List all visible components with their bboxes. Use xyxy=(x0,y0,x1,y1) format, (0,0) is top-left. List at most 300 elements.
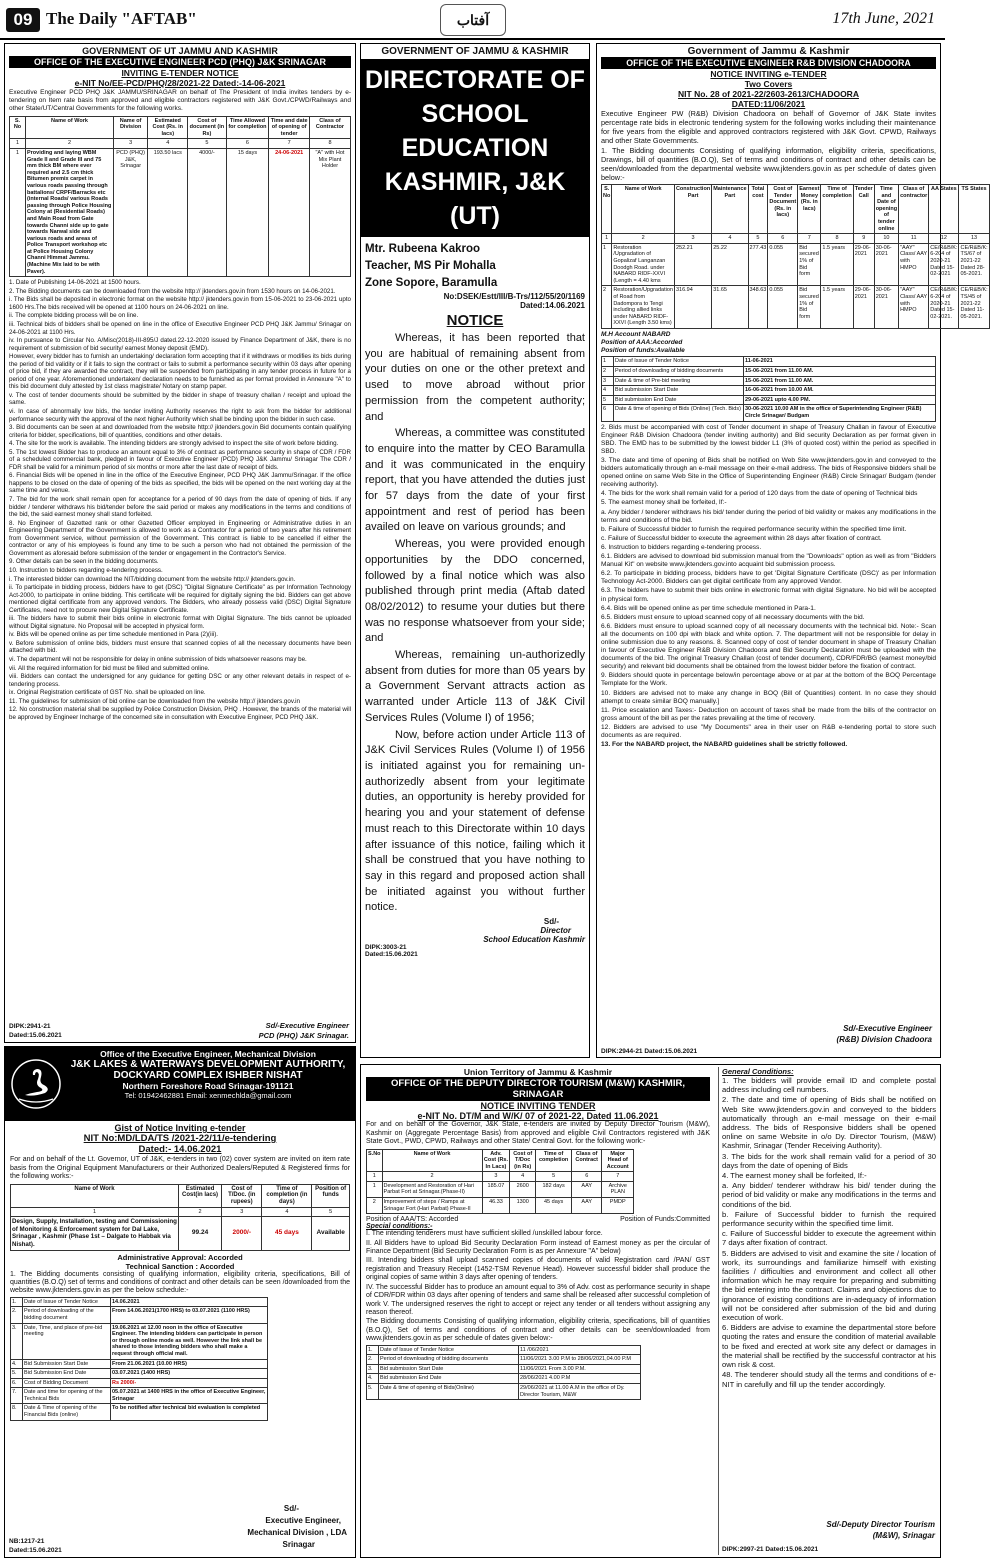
lawda-admin-approval: Administrative Approval: Accorded xyxy=(117,1252,243,1262)
rnb-cell: 30-06-2021 xyxy=(874,286,898,329)
tourism-tender-notice xyxy=(360,1064,941,1558)
rnb-sched-cell: 5 xyxy=(602,395,614,405)
rnb-cell: 30-06-2021 xyxy=(874,243,898,286)
lawda-sched-cell: Date and time for opening of the Technical Bids xyxy=(23,1388,111,1404)
rnb-cell: "AAY" Class/ AAY with HMPO xyxy=(899,286,929,329)
school-signatory-office: School Education Kashmir xyxy=(483,935,585,945)
rnb-funds: Position of funds:Available xyxy=(601,347,685,355)
pcd-th: Time Allowed for completion xyxy=(226,116,269,139)
rnb-clause: 10. Bidders are advised not to make any change in BOQ (Bill of Quantities) content. In no case they should attempt to create similar BOQ manually.] xyxy=(601,689,936,705)
rnb-th: AA States xyxy=(929,185,959,234)
rnb-th: Time and Date of opening of tender online xyxy=(874,185,898,234)
lawda-sched-cell: 5. xyxy=(11,1369,23,1379)
lawda-nit-number: NIT No:MD/LDA/TS /2021-22/11/e-tendering xyxy=(83,1133,277,1144)
tourism-general-condition: a. Any bidder/ tenderer withdraw his bid/ tender during the period of bid validity or make any modifications in the terms and conditions of the bid. xyxy=(722,1181,936,1209)
tourism-cell: 1 xyxy=(367,1181,383,1197)
lawda-col-num: 5 xyxy=(312,1207,350,1217)
pcd-intro: Executive Engineer PCD PHQ J&K JAMMU/SRINAGAR on behalf of The President of India invites tenders by e-tendering on Item rate basis from approved and eligible contractors registered with J&K Govt./CPWD/Railways and other State/UT/Central Governments for the following works. xyxy=(9,89,351,113)
rnb-cell: 1.5 years xyxy=(821,243,853,286)
school-addressee: Teacher, MS Pir Mohalla xyxy=(365,260,496,272)
lawda-intro: For and on behalf of the Lt. Governor, UT of J&K, e-tenders in two (02) cover system are invited on item rate basis from the Original Equipment Manufacturers or their Authorized Dealers/Reputed & Registered firms for the following works:- xyxy=(10,1156,350,1181)
tourism-general-condition: 3. The bids for the work shall remain valid for a period of 30 days from the date of opening of Bids xyxy=(722,1151,936,1170)
rnb-clause: 6.6. Bidders must ensure to upload scanned copy of all necessary documents with the technical bid. Note:- Scan all the documents on 100 dpi with black and white option. 7. The department will not be responsible for delay in online submission due to any reasons. 8. Scanned copy of cost of tender document in shape of Treasury Challan in favour of Executive Engineer R&B Division Chadoora and Bid Security Declaration must be uploaded with the documents of the bid. The original Treasury Challan (cost of tender document), CDR/FDR/BG (earnest money/bid security) and relevant bid documents shall be obtained from the lowest bidder before the fixation of contract. xyxy=(601,622,936,671)
rnb-clause: 6.5. Bidders must ensure to upload scanned copy of all necessary documents with the bid. xyxy=(601,613,865,621)
pcd-clause: iii. Technical bids of bidders shall be opened on line in the office of Executive Engineer PCD PHQ J&K Jammu/ Srinagar on 24-06-2021 at 1100 Hrs. xyxy=(9,321,351,336)
pcd-cell: 4000/- xyxy=(188,148,226,276)
rnb-government: Government of Jammu & Kashmir xyxy=(687,46,850,57)
tourism-general-condition: 6. Bidders are advise to examine the departmental store before quoting the rates and ensure the condition of material available to be fixed and erected at work site any defect or damages in the material shall be rectified by the successful contractor at his own risk & cost. xyxy=(722,1323,936,1370)
pcd-th: Estimated Cost (Rs. in lacs) xyxy=(148,116,188,139)
lawda-cell: 2000/- xyxy=(222,1217,262,1250)
tourism-th: Adv. Cost (Rs. In Lacs) xyxy=(482,1149,510,1172)
tourism-sched-cell: 28/06/2021 4.00 P.M xyxy=(519,1374,641,1384)
lawda-works-table xyxy=(10,1184,350,1251)
tourism-sched-cell: 2. xyxy=(367,1355,379,1365)
rnb-sched-cell: 29-06-2021 upto 4.00 PM. xyxy=(744,395,936,405)
lawda-sched-cell: Bid Submission End Date xyxy=(23,1369,111,1379)
tourism-dipk: DIPK:2997-21 Dated:15.06.2021 xyxy=(722,1546,819,1553)
pcd-government: GOVERNMENT OF UT JAMMU AND KASHMIR xyxy=(82,46,278,56)
pcd-col-num: 6 xyxy=(226,139,269,149)
lawda-header xyxy=(5,1047,355,1121)
tourism-col-num: 1 xyxy=(367,1172,383,1182)
tourism-cell: AAY xyxy=(572,1198,602,1214)
lawda-nb: NB:1217-21 xyxy=(9,1538,45,1545)
tourism-general-condition: 4. The earnest money shall be forfeited, If:- xyxy=(722,1171,867,1181)
pcd-notice-title: INVITING E-TENDER NOTICE xyxy=(121,68,239,78)
tourism-th: S.No xyxy=(367,1149,383,1172)
tourism-signatory-office: (M&W), Srinagar xyxy=(872,1531,935,1540)
pcd-th: Class of Contractor xyxy=(309,116,350,139)
pcd-clause: However, every bidder has to furnish an undertaking/ declaration form accepting that if it withdraws or modifies its bids during the period of bid validity or if it fails to sign the contract or fails to submit a performance security within 03 days after opening of price bid, if they are awarded the contract, they will be suspended from participating in any tender process in future for a period of one year. Aforementioned undertaken/ declaration needs to be furnished as per format provided in Annexure "A" to this bid document duly attested by 1st class magistrate/ Notary on stamp paper. xyxy=(9,353,351,391)
rnb-clause: 6.2. To participate in bidding process, bidders have to get 'Digital Signature Certificate (DSC)' as per Information Technology Act-2000. Bidders can get digital certificate from any approved Vendor. xyxy=(601,570,936,586)
tourism-sched-cell: Date & time of opening of Bids(Online) xyxy=(379,1383,519,1399)
rnb-clause: 11. Price escalation and Taxes:- Deduction on account of taxes shall be made from the bills of the contractor on gross amount of the bill as per the rates prevailing at the time of recovery. xyxy=(601,706,936,722)
lawda-sched-cell: Bid Submission Start Date xyxy=(23,1359,111,1369)
rnb-cell: 348.63 xyxy=(748,286,768,329)
tourism-notice-title: NOTICE INVITING TENDER xyxy=(480,1101,596,1111)
tourism-th: Time of completion xyxy=(536,1149,572,1172)
pcd-clause: vi. In case of abnormally low bids, the tender inviting Authority reserves the right to ask from the bidder for additional performance security with the approval of the next higher Authority which shall be binding upon the bidder in such case. xyxy=(9,408,351,423)
rnb-clause: a. Any bidder / tenderer withdraws his bid/ tender during the period of bid validity or makes any modifications in the terms and conditions of the bid. xyxy=(601,508,936,524)
rnb-office: OFFICE OF THE EXECUTIVE ENGINEER R&B DIVISION CHADOORA xyxy=(601,57,936,69)
rnb-sched-cell: 11-06-2021 xyxy=(744,357,936,367)
rnb-cell: 252.21 xyxy=(674,243,711,286)
rnb-col-num: 12 xyxy=(929,234,959,244)
school-paragraph: Whereas, a committee was constituted to enquire into the matter by CEO Baramulla and it was communicated in the enquiry report, that you have attended the duties just for 57 days from the date of your first appointment and rest of period has been availed on leave on various grounds; and xyxy=(365,427,585,534)
rnb-col-num: 10 xyxy=(874,234,898,244)
rnb-account-head: M.H Account NABARD xyxy=(601,330,671,338)
tourism-condition: I. The intending tenderers must have sufficient skilled /unskilled labour force. xyxy=(366,1230,603,1238)
rnb-sched-cell: Date of Issue of Tender Notice xyxy=(614,357,744,367)
lawda-sched-cell: From 14.06.2021(1700 HRS) to 03.07.2021 (1100 HRS) xyxy=(111,1307,268,1323)
pcd-th: Name of Division xyxy=(114,116,148,139)
lawda-col-num: 4 xyxy=(262,1207,312,1217)
tourism-col-num: 4 xyxy=(510,1172,536,1182)
rnb-col-num: 8 xyxy=(821,234,853,244)
tourism-th: Major Head of Account xyxy=(602,1149,634,1172)
rnb-sched-cell: 6 xyxy=(602,405,614,421)
lawda-cell: 99.24 xyxy=(179,1217,222,1250)
lawda-dated-2: Dated:15.06.2021 xyxy=(9,1547,62,1554)
lawda-signatory: Executive Engineer, xyxy=(265,1516,341,1525)
lawda-th: Estimated Cost(in lacs) xyxy=(179,1184,222,1207)
tourism-general-condition: 48. The tenderer should study all the terms and conditions of e-NIT in carefully and fill up the tender accordingly. xyxy=(722,1370,936,1389)
rnb-schedule-table xyxy=(601,356,936,421)
rnb-clause: 6.4. Bids will be opened online as per time schedule mentioned in Para-1. xyxy=(601,604,816,612)
lawda-swan-logo-icon xyxy=(11,1055,61,1113)
pcd-dipk: DIPK:2941-21 xyxy=(9,1023,51,1030)
rnb-clause: 9. Bidders should quote in percentage below/in percentage above or at par at the bottom of the BOQ Percentage Template for the Work. xyxy=(601,672,936,688)
pcd-clause: ii. The complete bidding process will be on line. xyxy=(9,312,139,320)
rnb-col-num: 9 xyxy=(853,234,874,244)
tourism-intro: For and on behalf of the Governor, J&K State, e-tenders are invited by Deputy Director Tourism (M&W), Kashmir on (Aggregate Percentage Basis) from approved and eligible Civil Contractors registered with J&K State Govt., PWD, CPWD, Railways and other State/ Central Govt. for the following work:- xyxy=(366,1121,710,1145)
rnb-cell: CE/R&B/K: 6-204 of 2020-21 Dated 15-02-2021 xyxy=(929,243,959,286)
rnb-th: Construction Part xyxy=(674,185,711,234)
pcd-th: Time and date of opening of tender xyxy=(269,116,310,139)
lawda-head-line: Northern Foreshore Road Srinagar-191121 xyxy=(122,1081,294,1091)
rnb-sched-cell: 30-06-2021 10.00 AM in the office of Superintending Engineer (R&B) Circle Srinagar/ Budgam xyxy=(744,405,936,421)
pcd-clause: vi. The department will not be responsible for delay in online submission of bids whatsoever reasons may be. xyxy=(9,655,307,663)
lawda-head-line: DOCKYARD COMPLEX ISHBER NISHAT xyxy=(113,1070,303,1081)
tourism-sched-cell: 4. xyxy=(367,1374,379,1384)
pcd-tender-notice xyxy=(4,43,356,1043)
pcd-nit-number: e-NIT No/EE-PCD/PHQ/28/2021-22 Dated:-14-06-2021 xyxy=(74,78,286,88)
lawda-sched-cell: 6. xyxy=(11,1378,23,1388)
tourism-sched-cell: 5. xyxy=(367,1383,379,1399)
rnb-th: Time of completion xyxy=(821,185,853,234)
school-dated: Dated:15.06.2021 xyxy=(365,951,418,959)
pcd-clause: v. Before submission of online bids, bidders must ensure that scanned copies of all the necessary documents have been attached with bid. xyxy=(9,639,351,655)
pcd-cell: Providing and laying WBM Grade II and Grade III and 75 mm thick BM where ever required and 2.5 cm thick Bitumen premix carpet in various roads passing through battalions/ CRPF/Barracks etc (internal Roads/ various Roads passing through Police Housing Colony at (Residential Roads) and Main Road from Gate towards Channi side up to gate towards Narwal side and various roads and areas of Police Transport workshop etc at Police Housing Colony Channi Himmat Jammu. (Machine Mix laid to be with Paver). xyxy=(26,148,114,276)
rnb-cell: 31.65 xyxy=(712,286,748,329)
page-number: 09 xyxy=(6,8,40,32)
rnb-sched-cell: Date & time of Pre-bid meeting xyxy=(614,376,744,386)
pcd-clause: 1. Date of Publishing 14-06-2021 at 1500 hours. xyxy=(9,279,141,287)
lawda-sched-cell: 14.06.2021 xyxy=(111,1297,268,1307)
pcd-cell: 1 xyxy=(10,148,26,276)
lawda-cell: Available xyxy=(312,1217,350,1250)
lawda-cell: Design, Supply, Installation, testing and Commissioning of Monitoring & Enforcement system for Dal Lake, Srinagar , Kashmir (Phase 1st – Dalgate to Habbak via Nishat). xyxy=(11,1217,179,1250)
lawda-tender-notice xyxy=(4,1046,356,1558)
tourism-cell: 182 days xyxy=(536,1181,572,1197)
tourism-funds: Position of Funds:Committed xyxy=(620,1216,710,1224)
rnb-col-num: 4 xyxy=(712,234,748,244)
rnb-intro: Executive Engineer PW (R&B) Division Chadoora on behalf of Governor of J&K State invites percentage rate bids in electronic tendering system for the following works including their maintenance for five years from the eligible and approved contractors registered with J&K Govt. CPWD, Railways and other State Governments. xyxy=(601,109,936,145)
rnb-clause: 3. The date and time of opening of Bids shall be notified on Web Site www.jktenders.gov.in and conveyed to the bidders automatically through an e-mail message on their e-mail address. The bids of Responsive bidders shall be opened online on same Web Site in the Office of Superintending Engineer (R&B) Circle Srinagar/ Budgam (tender receiving authority). xyxy=(601,457,936,489)
rnb-cell: CE/R&B/K: TS/67 of 2021-22 Dated 28-05-2021. xyxy=(959,243,989,286)
rnb-sched-cell: Date & time of opening of Bids (Online) (Tech. Bids) xyxy=(614,405,744,421)
rnb-notice-title: NOTICE INVITING e-TENDER xyxy=(710,69,827,79)
tourism-sched-cell: Bid submission Start Date xyxy=(379,1364,519,1374)
lawda-sched-cell: From 21.06.2021 (10.00 HRS) xyxy=(111,1359,268,1369)
rnb-dated: DATED:11/06/2021 xyxy=(731,99,806,109)
lawda-head-line: Office of the Executive Engineer, Mechanical Division xyxy=(100,1049,316,1059)
pcd-col-num: 4 xyxy=(148,139,188,149)
newspaper-name: The Daily "AFTAB" xyxy=(46,9,197,28)
rnb-clause: 6.1. Bidders are advised to download bid submission manual from the "Downloads" option as well as from "Bidders Manual Kit" on website www.jktenders.gov.into acquaint bid submission process. xyxy=(601,553,936,569)
lawda-dated: Dated:- 14.06.2021 xyxy=(138,1144,222,1155)
pcd-col-num: 3 xyxy=(114,139,148,149)
pcd-col-num: 7 xyxy=(269,139,310,149)
school-title-line: KASHMIR, J&K (UT) xyxy=(384,168,566,230)
tourism-cell: PMDP xyxy=(602,1198,634,1214)
pcd-clause: i. The Bids shall be deposited in electronic format on the website http:// jktenders.gov.in from 15-06-2021 to 23-06-2021 upto 1600 Hrs.The bids received will be opened at 1100 hours on 24-06-2021 on line. xyxy=(9,296,351,311)
rnb-th: Name of Work xyxy=(612,185,675,234)
rnb-sched-cell: Bid submission End Date xyxy=(614,395,744,405)
rnb-clauses xyxy=(601,424,936,750)
rnb-cell: 1.5 years xyxy=(821,286,853,329)
rnb-signatory: Sd/-Executive Engineer xyxy=(843,1024,932,1033)
newspaper-logo: آفتاب xyxy=(440,4,506,36)
rnb-sched-cell: 15-06-2021 from 11.00 AM. xyxy=(744,376,936,386)
school-addressee: Zone Sopore, Baramulla xyxy=(365,277,498,289)
school-education-notice xyxy=(360,43,590,1058)
pcd-clause: v. The cost of tender documents should be submitted by the bidder in shape of treasury challan / receipt and upload the same. xyxy=(9,391,351,407)
rnb-works-table xyxy=(601,184,990,329)
lawda-signatory-division: Mechanical Division , LDA xyxy=(247,1528,347,1537)
school-government: GOVERNMENT OF JAMMU & KASHMIR xyxy=(381,46,569,57)
tourism-general-heading: General Conditions: xyxy=(722,1067,794,1076)
lawda-sched-cell: 7. xyxy=(11,1388,23,1404)
lawda-sched-cell: To be notified after technical bid evaluation is completed xyxy=(111,1404,268,1420)
rnb-cell: 25.22 xyxy=(712,243,748,286)
rnb-clause: b. Failure of Successful bidder to furnish the required performance security within the specified time limit. xyxy=(601,525,907,533)
rnb-clause: 5. The earnest money shall be forfeited, If:- xyxy=(601,499,727,507)
lawda-th: Position of funds xyxy=(312,1184,350,1207)
rnb-th: Earnest Money (Rs. in lacs) xyxy=(798,185,821,234)
tourism-ut: Union Territory of Jammu & Kashmir xyxy=(463,1067,613,1077)
lawda-head-line: J&K LAKES & WATERWAYS DEVELOPMENT AUTHORITY, xyxy=(70,1059,346,1070)
lawda-cell: 45 days xyxy=(262,1217,312,1250)
rnb-cell: 29-06-2021 xyxy=(853,286,874,329)
lawda-sched-cell: 19.06.2021 at 12.00 noon in the office of Executive Engineer. The intending bidders can participate in person or through online mode as well. However the link shall be shared to those intending bidders who shall make a request through official mail. xyxy=(111,1323,268,1359)
rnb-sched-cell: Bid submission Start Date xyxy=(614,386,744,396)
school-signatory: Director xyxy=(540,926,571,936)
pcd-clause: 7. The bid for the work shall remain open for acceptance for a period of 90 days from the date of opening of bids. If any bidder / tenderer withdraws his bid/tender before the said period or makes any modifications in the terms and conditions of the bid, the said earnest money shall stand forfeited. xyxy=(9,496,351,519)
tourism-sched-cell: Period of downloading of bidding documents xyxy=(379,1355,519,1365)
rnb-col-num: 2 xyxy=(612,234,675,244)
tourism-general-condition: 5. Bidders are advised to visit and examine the site / location of work, its surroundings and familiarize himself with existing facilities / difficulties and environment and collect all other information which he may require for preparing and submitting the bid entering into the contract. Claims and objections due to ignorance of existing conditions are in-adequacy of information will not be considered after submission of the bid and during execution of work. xyxy=(722,1248,936,1323)
tourism-cell: 45 days xyxy=(536,1198,572,1214)
tourism-th: Name of Work xyxy=(382,1149,482,1172)
pcd-col-num: 1 xyxy=(10,139,26,149)
tourism-sched-cell: Bid submission End Date xyxy=(379,1374,519,1384)
school-ref-number: No:DSEK/Estt/III/B-Trs/112/55/20/1169 xyxy=(443,292,585,301)
pcd-signatory: Sd/-Executive Engineer xyxy=(265,1021,349,1030)
tourism-works-table xyxy=(366,1149,634,1215)
pcd-clause: 4. The site for the work is available. The intending bidders are strongly advised to inspect the site of work before bidding. xyxy=(9,440,339,448)
lawda-sched-cell: Date & Time of opening of the Financial Bids (online) xyxy=(23,1404,111,1420)
rnb-cell: 29-06-2021 xyxy=(853,243,874,286)
rnb-col-num: 7 xyxy=(798,234,821,244)
school-dipk: DIPK:3003-21 xyxy=(365,944,407,952)
pcd-th: S. No xyxy=(10,116,26,139)
tourism-cell: 1300 xyxy=(510,1198,536,1214)
tourism-cell: 2 xyxy=(367,1198,383,1214)
tourism-signatory: Sd/-Deputy Director Tourism xyxy=(826,1520,935,1529)
pcd-clauses xyxy=(9,279,351,721)
tourism-general-condition: 2. The date and time of opening of Bids shall be notified on Web Site www.jktenders.gov.in and conveyed to the bidders automatically through an e-mail message on their e-mail address. The bids of Responsive bidders shall be opened online on same Website in o/o Dy. Director Tourism, (M&W) Kashmir, Srinagar (Tender Receiving Authority). xyxy=(722,1095,936,1151)
rnb-clause: 12. Bidders are advised to use "My Documents" area in their user on R&B e-tendering portal to store such documents as are required. xyxy=(601,723,936,740)
pcd-cell: "A" with Hot Mix Plant Holder xyxy=(309,148,350,276)
lawda-col-num: 2 xyxy=(179,1207,222,1217)
pcd-clause: 6. Financial Bids will be opened in line in the office of the Executive Engineer, PCD PHQ J&K Jammu/Srinagar. If the office happens to be closed on the date of opening of the bids as specified, the bids will be opened on the next working day at the same time and venue. xyxy=(9,472,351,495)
tourism-cell: AAY xyxy=(572,1181,602,1197)
lawda-schedule-table xyxy=(10,1297,268,1421)
lawda-tech-sanction: Technical Sanction : Accorded xyxy=(125,1261,235,1271)
rnb-th: Maintenance Part xyxy=(712,185,748,234)
tourism-cell: 46.33 xyxy=(482,1198,510,1214)
school-title-line: SCHOOL EDUCATION xyxy=(401,100,549,162)
pcd-clause: 12. No construction material shall be supplied by Police Construction Division, PHQ . However, the brands of the material will be approved by Engineer Incharge of the concerned site in consultation with Executive Engineer, PCD PHQ J&K. xyxy=(9,706,351,721)
rnb-th: Total cost xyxy=(748,185,768,234)
pcd-clause: viii. Bidders can contact the undersigned for any guidance for getting DSC or any other relevant details in respect of e-tendering process. xyxy=(9,673,351,688)
pcd-col-num: 2 xyxy=(26,139,114,149)
pcd-clause: ii. To participate in bidding process, bidders have to get (DSC) "Digital Signature Certificate" as per Information Technology Act-2000, to participate in online bidding. This certificate will be required for digitally signing the bid. Bidders can get above mentioned digital certificate from any approved vendors. The Bidders, who already possess valid (DSC) Digital Signature Certificates, need not to procure new Digital Signature Certificate. xyxy=(9,584,351,614)
school-sd: Sd/- xyxy=(543,917,559,927)
rnb-signatory-office: (R&B) Division Chadoora xyxy=(836,1035,932,1044)
pcd-clause: 2. The Bidding documents can be downloaded from the website http:// jktenders.gov.in from 1530 hours on 14-06-2021. xyxy=(9,287,336,295)
tourism-col-num: 6 xyxy=(572,1172,602,1182)
rnb-col-num: 6 xyxy=(768,234,798,244)
rnb-col-num: 1 xyxy=(602,234,612,244)
rnb-sched-cell: 3 xyxy=(602,376,614,386)
pcd-clause: 8. No Engineer of Gazetted rank or other Gazetted Officer employed in Engineering or Administrative duties in an Engineering Department of the Government is allowed to work as a Contractor for a period of two years after his retirement from Government service, without permission of the Government. This contract is liable to be cancelled if either the contractor or any of his employees is found any time to be such a person who had not obtained the permission of the Government as aforesaid before submission of the tender or engagement in the Contractor's Service. xyxy=(9,519,351,557)
rnb-clause: 4. The bids for the work shall remain valid for a period of 120 days from the date of opening of Technical bids xyxy=(601,490,918,498)
pcd-works-table xyxy=(9,116,351,278)
lawda-sched-cell: Rs 2000/- xyxy=(111,1378,268,1388)
tourism-aaa: Position of AAA/TS: Accorded xyxy=(366,1216,459,1224)
issue-date: 17th June, 2021 xyxy=(832,10,935,27)
pcd-th: Name of Work xyxy=(26,116,114,139)
lawda-sched-cell: Date, Time, and place of pre-bid meeting xyxy=(23,1323,111,1359)
pcd-clause: iv. Bids will be opened online as per time schedule mentioned in Para (2)(iii). xyxy=(9,631,218,639)
lawda-sched-cell: 1. xyxy=(11,1297,23,1307)
rnb-clause: c. Failure of Successful bidder to execute the agreement within 28 days after fixation of contract. xyxy=(601,534,882,542)
school-paragraph: Now, before action under Article 113 of J&K Civil Services Rules (Volume I) of 1956 is initiated against you for remaining un-authorizedly absent from your legitimate duties, an opportunity is hereby provided for hearing you and your statement of defense must reach to this Directorate within 10 days after issuance of this notice, failing which it shall be construed that you have nothing to say in this regard and proposed action shall be initiated against you without further notice. xyxy=(365,728,585,914)
rnb-th: TS States xyxy=(959,185,989,234)
tourism-col-num: 5 xyxy=(536,1172,572,1182)
rnb-aaa: Position of AAA:Accorded xyxy=(601,339,683,347)
tourism-sched-cell: 1. xyxy=(367,1345,379,1355)
pcd-clause: 10. Instruction to bidders regarding e-tendering process. xyxy=(9,566,163,574)
tourism-nit-number: e-NIT No. DT/M and W/K/ 07 of 2021-22, Dated 11.06.2021 xyxy=(417,1111,659,1121)
pcd-cell: 15 days xyxy=(226,148,269,276)
rnb-sched-cell: Period of downloading of bidding documents xyxy=(614,367,744,377)
lawda-col-num: 1 xyxy=(11,1207,179,1217)
rnb-cell: Restoration /Upgradation of Gopalizaf Langanzan Doodgh Road. under NABARD RIDF-XXVI (Length = 4.40 kms xyxy=(612,243,675,286)
rnb-col-num: 3 xyxy=(674,234,711,244)
pcd-cell: 193.50 lacs xyxy=(148,148,188,276)
rnb-clause: 6. Instruction to bidders regarding e-tendering process. xyxy=(601,543,762,551)
rnb-col-num: 11 xyxy=(899,234,929,244)
rnb-cell: "AAY" Class/ AAY with HMPO xyxy=(899,243,929,286)
pcd-clause: 5. The 1st lowest Bidder has to produce an amount equal to 3% of contract as performance security in shape of CDR / FDR of a scheduled commercial bank, pledged in favour of Executive Engineer (PCD) PHQ J&K Jammu/ Srinagar The CDR / FDR shall be valid for a minimum period of six months or more after the last date of receipt of bids. xyxy=(9,448,351,471)
lawda-sched-cell: 03.07.2021 (1400 HRS) xyxy=(111,1369,268,1379)
rnb-nit-number: NIT No. 28 of 2021-22/2603-2613/CHADOORA xyxy=(678,89,859,99)
school-paragraph: Whereas, you were provided enough opportunities by the DDO concerned, followed by a final notice which was also published through print media (Aftab dated 08/02/2012) to resume your duties but there was no response whatsoever from your side; and xyxy=(365,538,585,645)
lawda-gist: Gist of Notice Inviting e-tender xyxy=(114,1123,246,1133)
lawda-sched-cell: Period of downloading of the bidding document xyxy=(23,1307,111,1323)
rnb-sched-cell: 1 xyxy=(602,357,614,367)
lawda-th: Name of Work xyxy=(11,1184,179,1207)
school-paragraph: Whereas, it has been reported that you are habitual of remaining absent from your duties on one or the other pretext and used to move abroad without prior permission from the competent authority; and xyxy=(365,332,585,423)
lawda-sched-cell: 3. xyxy=(11,1323,23,1359)
rnb-sched-cell: 2 xyxy=(602,367,614,377)
tourism-office: OFFICE OF THE DEPUTY DIRECTOR TOURISM (M&W) KASHMIR, SRINAGAR xyxy=(366,1077,710,1101)
tourism-condition: II. All Bidders have to upload Bid Security Declaration Form instead of Earnest money as per the circular of Finance Department (Bid Security Declaration Form is as per Annexure "A" below) xyxy=(366,1239,710,1256)
tourism-condition: The Bidding documents Consisting of qualifying information, eligibility criteria, specifications, bill of quantities (B.O.Q), Set of terms and conditions of contract and other details can be seen/downloaded from www.jktenders.gov.in as per schedule of dates given below:- xyxy=(366,1318,710,1343)
pcd-col-num: 5 xyxy=(188,139,226,149)
school-notice-heading: NOTICE xyxy=(446,312,504,329)
pcd-clause: iv. In pursuance to Circular No. A/Misc(2018)-III-895/J dated.22-12-2020 issued by Finance Department of J&K, there is no requirement of submission of bid security/ earnest Money deposit (EMD). xyxy=(9,337,351,352)
tourism-special-heading: Special conditions:- xyxy=(366,1223,433,1231)
pcd-clause: 3. Bid documents can be seen at and downloaded from the website http:// jktenders.gov.in Bid documents contain qualifying criteria for bidder, specifications, bill of quantities, conditions and other details. xyxy=(9,424,351,439)
tourism-col-num: 7 xyxy=(602,1172,634,1182)
rnb-col-num: 5 xyxy=(748,234,768,244)
pcd-clause: 9. Other details can be seen in the bidding documents. xyxy=(9,558,159,566)
rnb-tender-notice xyxy=(596,43,988,1058)
pcd-cell: PCD (PHQ) J&K, Srinagar xyxy=(114,148,148,276)
rnb-para-1: 1. The Bidding documents Consisting of qualifying information, eligibility criteria, specifications, Drawings, bill of quantities (B.O.Q), Set of terms and conditions of contract and other details can be seen/downloaded from the departmental website www.jktenders.gov.in as per schedule of dates given below:- xyxy=(601,146,936,182)
rnb-col-num: 13 xyxy=(959,234,989,244)
rnb-cell: 1 xyxy=(602,243,612,286)
tourism-cell: 2600 xyxy=(510,1181,536,1197)
rnb-covers: Two Covers xyxy=(744,79,793,89)
tourism-schedule-table xyxy=(366,1345,641,1401)
pcd-clause: vii. All the required information for bid must be filled and submitted online. xyxy=(9,664,210,672)
rnb-clause: 13. For the NABARD project, the NABARD guidelines shall be strictly followed. xyxy=(601,741,848,749)
pcd-office: OFFICE OF THE EXECUTIVE ENGINEER PCD (PHQ) J&K SRINAGAR xyxy=(9,56,351,68)
rnb-th: S. No xyxy=(602,185,612,234)
school-addressee: Mtr. Rubeena Kakroo xyxy=(365,243,481,255)
tourism-general-condition: 1. The bidders will provide email ID and complete postal address including cell numbers. xyxy=(722,1076,936,1095)
rnb-cell: CE/R&B/K: TS/45 of 2021-22 Dated 11-05-2021. xyxy=(959,286,989,329)
rnb-sched-cell: 16-06-2021 from 10.00 AM. xyxy=(744,386,936,396)
rnb-cell: CE/R&B/K: 6-204 of 2020-21 Dated 15-02-2021. xyxy=(929,286,959,329)
tourism-cell: 185.07 xyxy=(482,1181,510,1197)
pcd-cell: 24-06-2021 xyxy=(269,148,310,276)
rnb-cell: Bid secured 1% of Bid form xyxy=(798,243,821,286)
tourism-sched-cell: 11/06/2021 3.00 P.M to 28/06/2021,04.00 P.M xyxy=(519,1355,641,1365)
lawda-th: Time of completion (in days) xyxy=(262,1184,312,1207)
rnb-cell: 316.94 xyxy=(674,286,711,329)
tourism-col-num: 3 xyxy=(482,1172,510,1182)
rnb-dipk: DIPK:2944-21 Dated:15.06.2021 xyxy=(601,1048,698,1055)
lawda-para-1: 1. The Bidding documents consisting of qualifying information, eligibility criteria, specifications, Bill of quantities (B.O.Q) set of terms and conditions of contract and other details can be seen /downloaded from the website www.jktenders.gov.in as per the below schedule:- xyxy=(10,1270,350,1295)
lawda-sched-cell: 2. xyxy=(11,1307,23,1323)
tourism-sched-cell: Date of Issue of Tender Notice xyxy=(379,1345,519,1355)
pcd-clause: i. The interested bidder can download the NIT/bidding document from the website http:// jktenders.gov.in. xyxy=(9,575,296,583)
masthead xyxy=(0,0,945,40)
lawda-sched-cell: 4. xyxy=(11,1359,23,1369)
tourism-cell: Development and Restoration of Hari Parbat Fort at Srinagar.(Phase-II) xyxy=(382,1181,482,1197)
rnb-clause: 6.3. The bidders have to submit their bids online in electronic format with digital Signature. No bid will be accepted in physical form. xyxy=(601,587,936,603)
tourism-condition: IV. The successful Bidder has to produce an amount equal to 3% of Adv. cost as performance security in shape of CDR/FDR within 03 days after opening of tenders and same shall be released after successful completion of work V. The undersigned reserves the right to accept or reject any tender or all tenders without assigning any reason thereof. xyxy=(366,1283,710,1316)
tourism-cell: Archive PLAN xyxy=(602,1181,634,1197)
rnb-sched-cell: 15-06-2021 from 11.00 AM. xyxy=(744,367,936,377)
school-paragraph: Whereas, remaining un-authorizedly absent from duties for more than 05 years by a Government Servant attracts action as warranted under Article 113 of J&K Civil Services Rules (Volume I) of 1956; xyxy=(365,649,585,724)
lawda-sched-cell: 8. xyxy=(11,1404,23,1420)
rnb-cell: 2 xyxy=(602,286,612,329)
tourism-condition: III. Intending bidders shall upload scanned copies of documents of valid Registration card /PAN/ GST registration and Treasury Receipt (1452-TSM Revenue Head). However successful bidder shall produce the original copies of same within 3 days after opening of tenders. xyxy=(366,1257,710,1282)
tourism-general-condition: b. Failure of Successful bidder to furnish the required performance security within the specified time limit. xyxy=(722,1209,936,1229)
tourism-sched-cell: 3. xyxy=(367,1364,379,1374)
lawda-signatory-place: Srinagar xyxy=(282,1540,315,1549)
pcd-col-num: 8 xyxy=(309,139,350,149)
school-ref-date: Dated:14.06.2021 xyxy=(520,301,585,310)
